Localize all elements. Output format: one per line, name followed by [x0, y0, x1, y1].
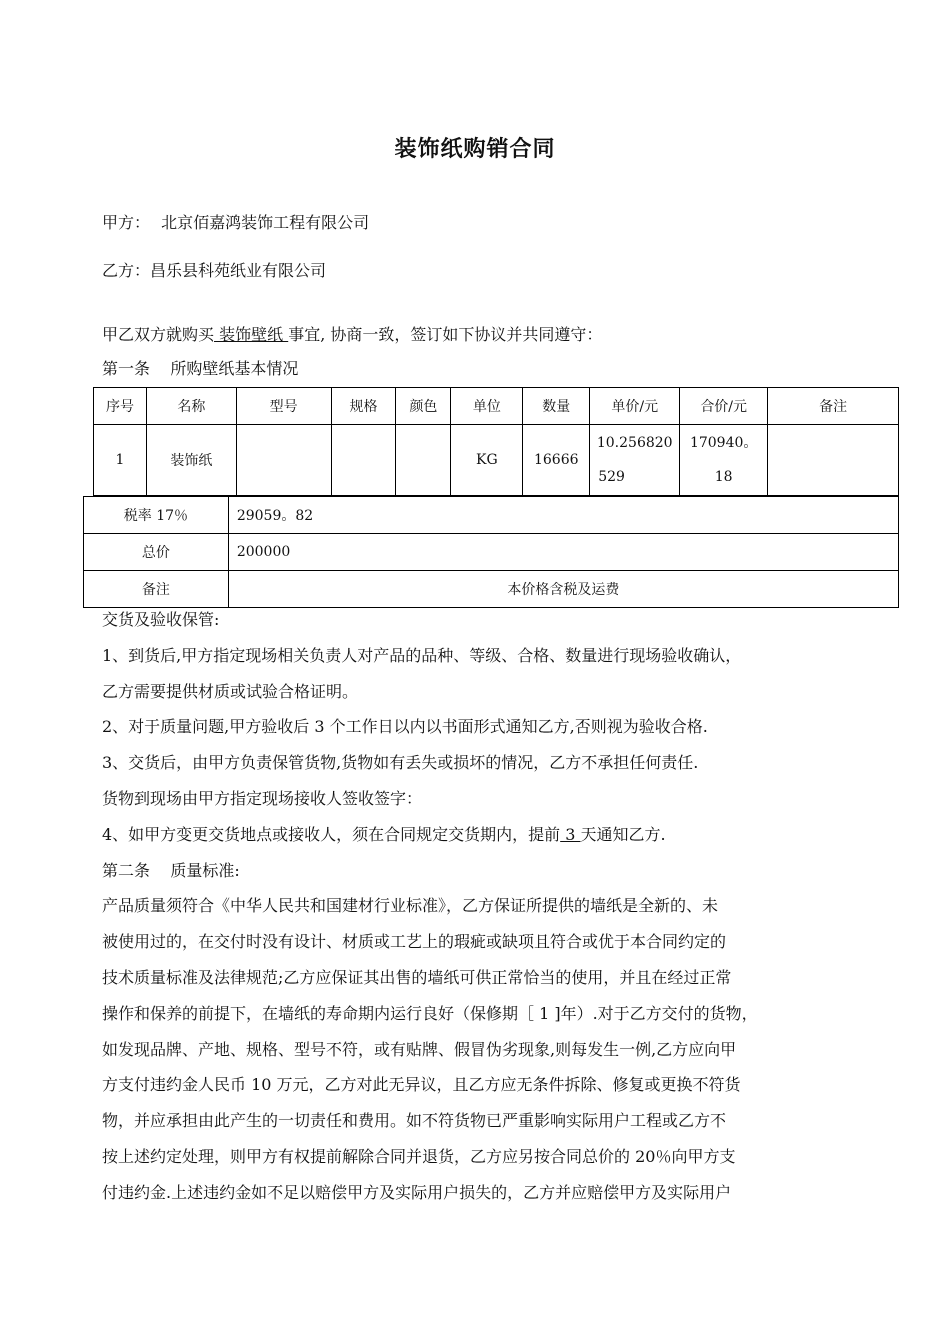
goods-table — [93, 387, 899, 496]
article2-line: 按上述约定处理，则甲方有权提前解除合同并退货，乙方应另按合同总价的 20％向甲方支 — [102, 1146, 736, 1166]
article2-line: 如发现品牌、产地、规格、型号不符，或有贴牌、假冒伪劣现象,则每发生一例,乙方应向甲 — [102, 1039, 737, 1059]
total-value: 200000 — [228, 534, 898, 571]
cell-note — [768, 425, 899, 496]
cell-color — [396, 425, 451, 496]
total-label: 总价 — [84, 534, 229, 571]
header-unit: 单位 — [451, 388, 523, 425]
article2-line: 方支付违约金人民币 10 万元，乙方对此无异议，且乙方应无条件拆除、修复或更换不符货 — [102, 1075, 741, 1095]
tax-label: 税率 17％ — [84, 497, 229, 534]
delivery-item-2: 2、对于质量问题,甲方验收后 3 个工作日以内以书面形式通知乙方,否则视为验收合格. — [102, 717, 708, 737]
intro-line — [102, 322, 602, 345]
party-b-line — [102, 258, 326, 281]
cell-total — [680, 425, 768, 496]
total-line2: 18 — [714, 469, 733, 485]
party-b-name: 昌乐县科苑纸业有限公司 — [150, 261, 327, 280]
party-a-name: 北京佰嘉鸿装饰工程有限公司 — [161, 213, 370, 232]
tax-value: 29059。82 — [228, 497, 898, 534]
unit-price-line2: 529 — [598, 469, 625, 485]
cell-unit: KG — [451, 425, 523, 496]
article2-line: 物，并应承担由此产生的一切责任和费用。如不符货物已严重影响实际用户工程或乙方不 — [102, 1111, 727, 1131]
party-b-label: 乙方： — [102, 261, 151, 280]
header-unit-price: 单价/元 — [590, 388, 680, 425]
article2-line: 付违约金.上述违约金如不足以赔偿甲方及实际用户损失的，乙方并应赔偿甲方及实际用户 — [102, 1182, 732, 1202]
delivery-sign: 货物到现场由甲方指定现场接收人签收签字： — [102, 788, 423, 808]
note-value: 本价格含税及运费 — [228, 571, 898, 608]
unit-price-line1: 10.256820 — [596, 435, 673, 451]
intro-item: 装饰壁纸 — [214, 325, 289, 344]
header-spec: 规格 — [331, 388, 396, 425]
party-a-line — [102, 210, 369, 233]
item4-days: 3 — [560, 824, 581, 844]
article2-line: 技术质量标准及法律规范;乙方应保证其出售的墙纸可供正常恰当的使用，并且在经过正常 — [102, 967, 732, 987]
article2-line: 操作和保养的前提下，在墙纸的寿命期内运行良好（保修期［ 1 ]年）.对于乙方交付的货物， — [102, 1003, 758, 1023]
delivery-item-1b: 乙方需要提供材质或试验合格证明。 — [102, 681, 359, 701]
total-row — [84, 534, 899, 571]
cell-name: 装饰纸 — [146, 425, 236, 496]
header-color: 颜色 — [396, 388, 451, 425]
delivery-item-1: 1、到货后,甲方指定现场相关负责人对产品的品种、等级、合格、数量进行现场验收确认， — [102, 645, 742, 665]
header-no: 序号 — [94, 388, 147, 425]
party-a-label: 甲方： — [102, 213, 151, 232]
delivery-item-3: 3、交货后，由甲方负责保管货物,货物如有丢失或损坏的情况，乙方不承担任何责任. — [102, 753, 699, 773]
tax-row — [84, 497, 899, 534]
header-note: 备注 — [768, 388, 899, 425]
delivery-item-4 — [102, 817, 877, 853]
total-line1: 170940。 — [689, 435, 758, 451]
item4-prefix: 4、如甲方变更交货地点或接收人，须在合同规定交货期内，提前 — [102, 824, 561, 844]
intro-suffix: 事宜, 协商一致，签订如下协议并共同遵守： — [288, 325, 603, 344]
summary-table — [83, 496, 899, 608]
header-total: 合价/元 — [680, 388, 768, 425]
item4-suffix: 天通知乙方. — [580, 824, 666, 844]
cell-spec — [331, 425, 396, 496]
cell-unit-price — [590, 425, 680, 496]
delivery-heading: 交货及验收保管: — [102, 610, 220, 629]
header-name: 名称 — [146, 388, 236, 425]
header-qty: 数量 — [523, 388, 590, 425]
cell-model — [236, 425, 331, 496]
intro-prefix: 甲乙双方就购买 — [102, 325, 215, 344]
note-label: 备注 — [84, 571, 229, 608]
delivery-section — [102, 602, 877, 1211]
article2-line: 产品质量须符合《中华人民共和国建材行业标准》，乙方保证所提供的墙纸是全新的、未 — [102, 896, 719, 916]
table-row — [94, 425, 899, 496]
document-title: 装饰纸购销合同 — [394, 136, 556, 162]
cell-qty: 16666 — [523, 425, 590, 496]
article1-heading: 第一条 所购壁纸基本情况 — [102, 359, 299, 378]
header-model: 型号 — [236, 388, 331, 425]
cell-no: 1 — [94, 425, 147, 496]
table-header-row — [94, 388, 899, 425]
article2-heading: 第二条 质量标准: — [102, 860, 240, 880]
article2-line: 被使用过的，在交付时没有设计、材质或工艺上的瑕疵或缺项且符合或优于本合同约定的 — [102, 932, 727, 952]
